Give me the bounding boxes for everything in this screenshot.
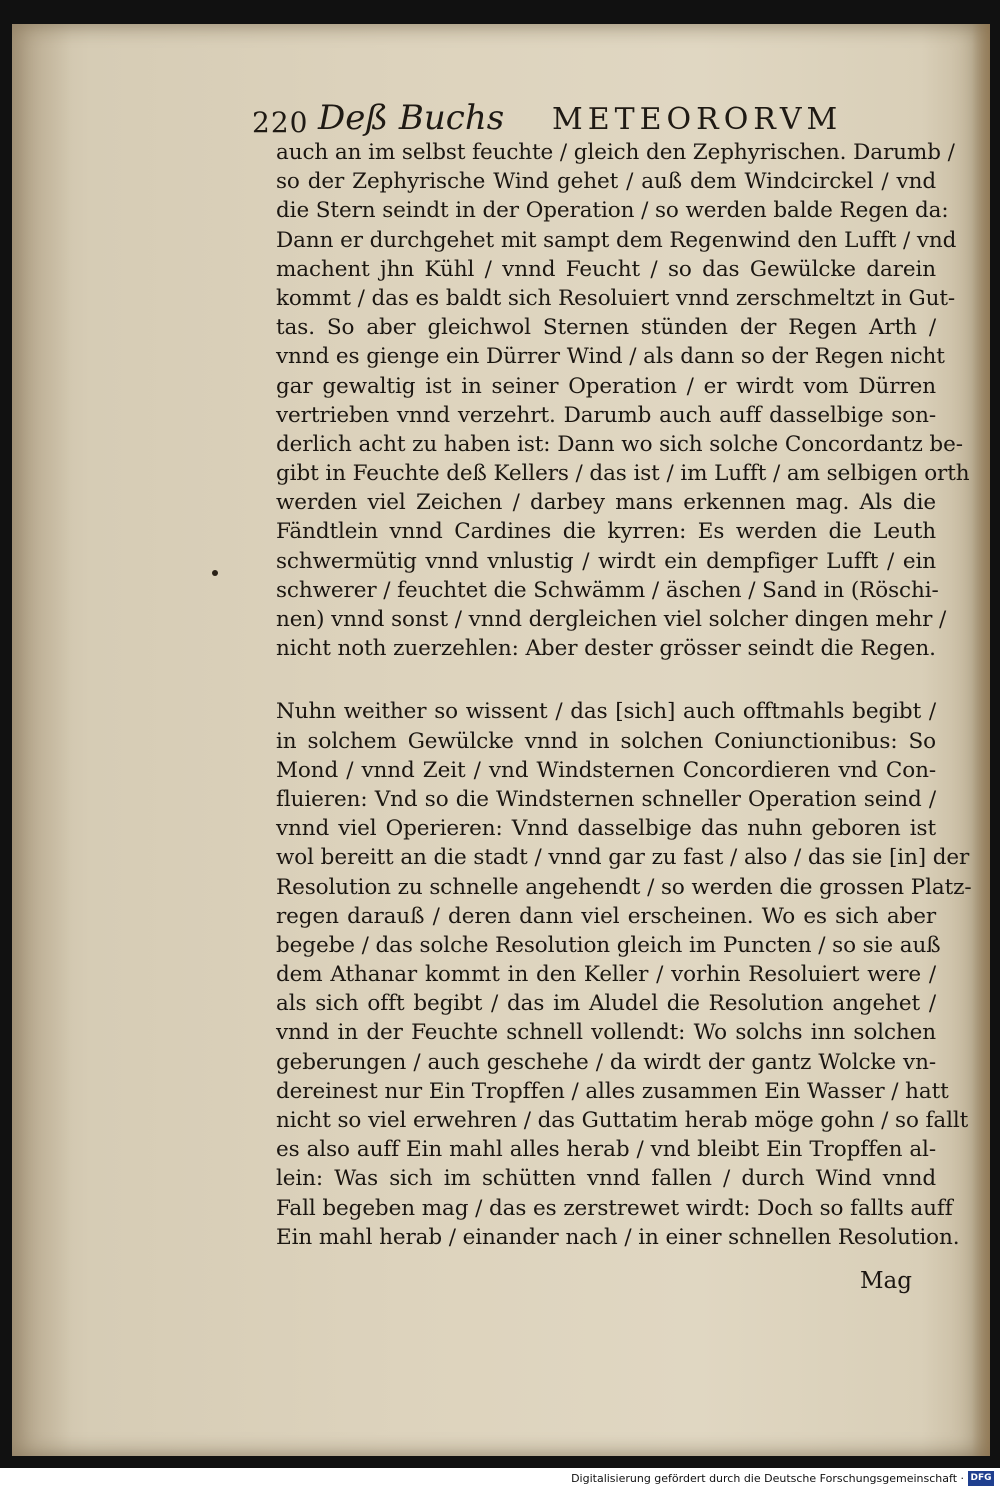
text-line: kommt / das es baldt sich Resoluiert vnnd zerschmeltzt in Gut-	[276, 285, 956, 311]
text-line: Ein mahl herab / einander nach / in einer schnellen Resolution.	[276, 1224, 960, 1250]
text-line: es also auff Ein mahl alles herab / vnd bleibt Ein Tropffen al-	[276, 1137, 936, 1163]
text-line: in solchem Gewülcke vnnd in solchen Coniunctionibus: So	[276, 728, 936, 754]
running-title: Deß Buchs	[318, 98, 505, 138]
text-line: vnnd viel Operieren: Vnnd dasselbige das nuhn geboren ist	[276, 816, 936, 842]
text-line: dem Athanar kommt in den Keller / vorhin Resoluiert were /	[276, 962, 936, 988]
text-line: die Stern seindt in der Operation / so werden balde Regen da:	[276, 198, 949, 224]
text-line: geberungen / auch geschehe / da wirdt der gantz Wolcke vn-	[276, 1049, 936, 1075]
text-line: fluieren: Vnd so die Windsternen schneller Operation seind /	[276, 786, 936, 812]
text-line: nicht so viel erwehren / das Guttatim herab möge gohn / so fallt	[276, 1108, 969, 1133]
body-text	[276, 138, 972, 1252]
text-line: vertrieben vnnd verzehrt. Darumb auch auff dasselbige son-	[276, 402, 936, 428]
text-line: dereinest nur Ein Tropffen / alles zusammen Ein Wasser / hatt	[276, 1078, 949, 1104]
page-gutter-shadow	[972, 24, 990, 1456]
text-line: nicht noth zuerzehlen: Aber dester grösser seindt die Regen.	[276, 636, 936, 662]
text-line: nen) vnnd sonst / vnnd dergleichen viel solcher dingen mehr /	[276, 607, 947, 632]
page-number: 220	[252, 106, 309, 139]
margin-dot-mark	[212, 570, 218, 576]
text-line: gar gewaltig ist in seiner Operation / er wirdt vom Dürren	[276, 373, 936, 399]
running-title-caps: METEORORVM	[552, 102, 843, 137]
text-line: schwerer / feuchtet die Schwämm / äschen / Sand in (Röschi-	[276, 577, 939, 603]
text-line: schwermütig vnnd vnlustig / wirdt ein dempfiger Lufft / ein	[276, 548, 936, 574]
footer-credit: Digitalisierung gefördert durch die Deutsche Forschungsgemeinschaft ·	[571, 1472, 964, 1485]
text-line: vnnd in der Feuchte schnell vollendt: Wo solchs inn solchen	[276, 1020, 936, 1046]
text-line: gibt in Feuchte deß Kellers / das ist / im Lufft / am selbigen orth	[276, 461, 970, 487]
text-line: Dann er durchgehet mit sampt dem Regenwind den Lufft / vnd	[276, 227, 957, 253]
paragraph-1	[276, 138, 970, 663]
text-line: werden viel Zeichen / darbey mans erkennen mag. Als die	[276, 490, 936, 516]
paragraph-gap	[276, 663, 936, 697]
text-line: tas. So aber gleichwol Sternen stünden der Regen Arth /	[276, 315, 936, 341]
text-line: regen darauß / deren dann viel erscheinen. Wo es sich aber	[276, 903, 936, 929]
page-edge-shadow	[12, 24, 72, 1456]
text-line: derlich acht zu haben ist: Dann wo sich solche Concordantz be-	[276, 431, 963, 457]
text-line: als sich offt begibt / das im Aludel die Resolution angehet /	[276, 991, 936, 1017]
text-line: Nuhn weither so wissent / das [sich] auch offtmahls begibt /	[276, 699, 936, 725]
text-line: Fall begeben mag / das es zerstrewet wirdt: Doch so fallts auff	[276, 1195, 953, 1221]
text-line: begebe / das solche Resolution gleich im Puncten / so sie auß	[276, 932, 941, 958]
text-line: lein: Was sich im schütten vnnd fallen / durch Wind vnnd	[276, 1166, 936, 1192]
text-line: Fändtlein vnnd Cardines die kyrren: Es werden die Leuth	[276, 519, 936, 545]
text-line: vnnd es gienge ein Dürrer Wind / als dann so der Regen nicht	[276, 344, 945, 370]
text-line: auch an im selbst feuchte / gleich den Zephyrischen. Darumb /	[276, 140, 955, 165]
catchword: Mag	[860, 1268, 912, 1294]
text-line: so der Zephyrische Wind gehet / auß dem Windcirckel / vnd	[276, 169, 936, 195]
text-line: machent jhn Kühl / vnnd Feucht / so das Gewülcke darein	[276, 256, 936, 282]
dfg-logo: DFG	[968, 1471, 994, 1486]
text-line: Resolution zu schnelle angehendt / so werden die grossen Platz-	[276, 874, 972, 900]
text-line: Mond / vnnd Zeit / vnd Windsternen Concordieren vnd Con-	[276, 757, 936, 783]
paragraph-2	[276, 697, 972, 1252]
digitization-footer	[0, 1468, 1000, 1490]
text-line: wol bereitt an die stadt / vnnd gar zu fast / also / das sie [in] der	[276, 845, 970, 871]
